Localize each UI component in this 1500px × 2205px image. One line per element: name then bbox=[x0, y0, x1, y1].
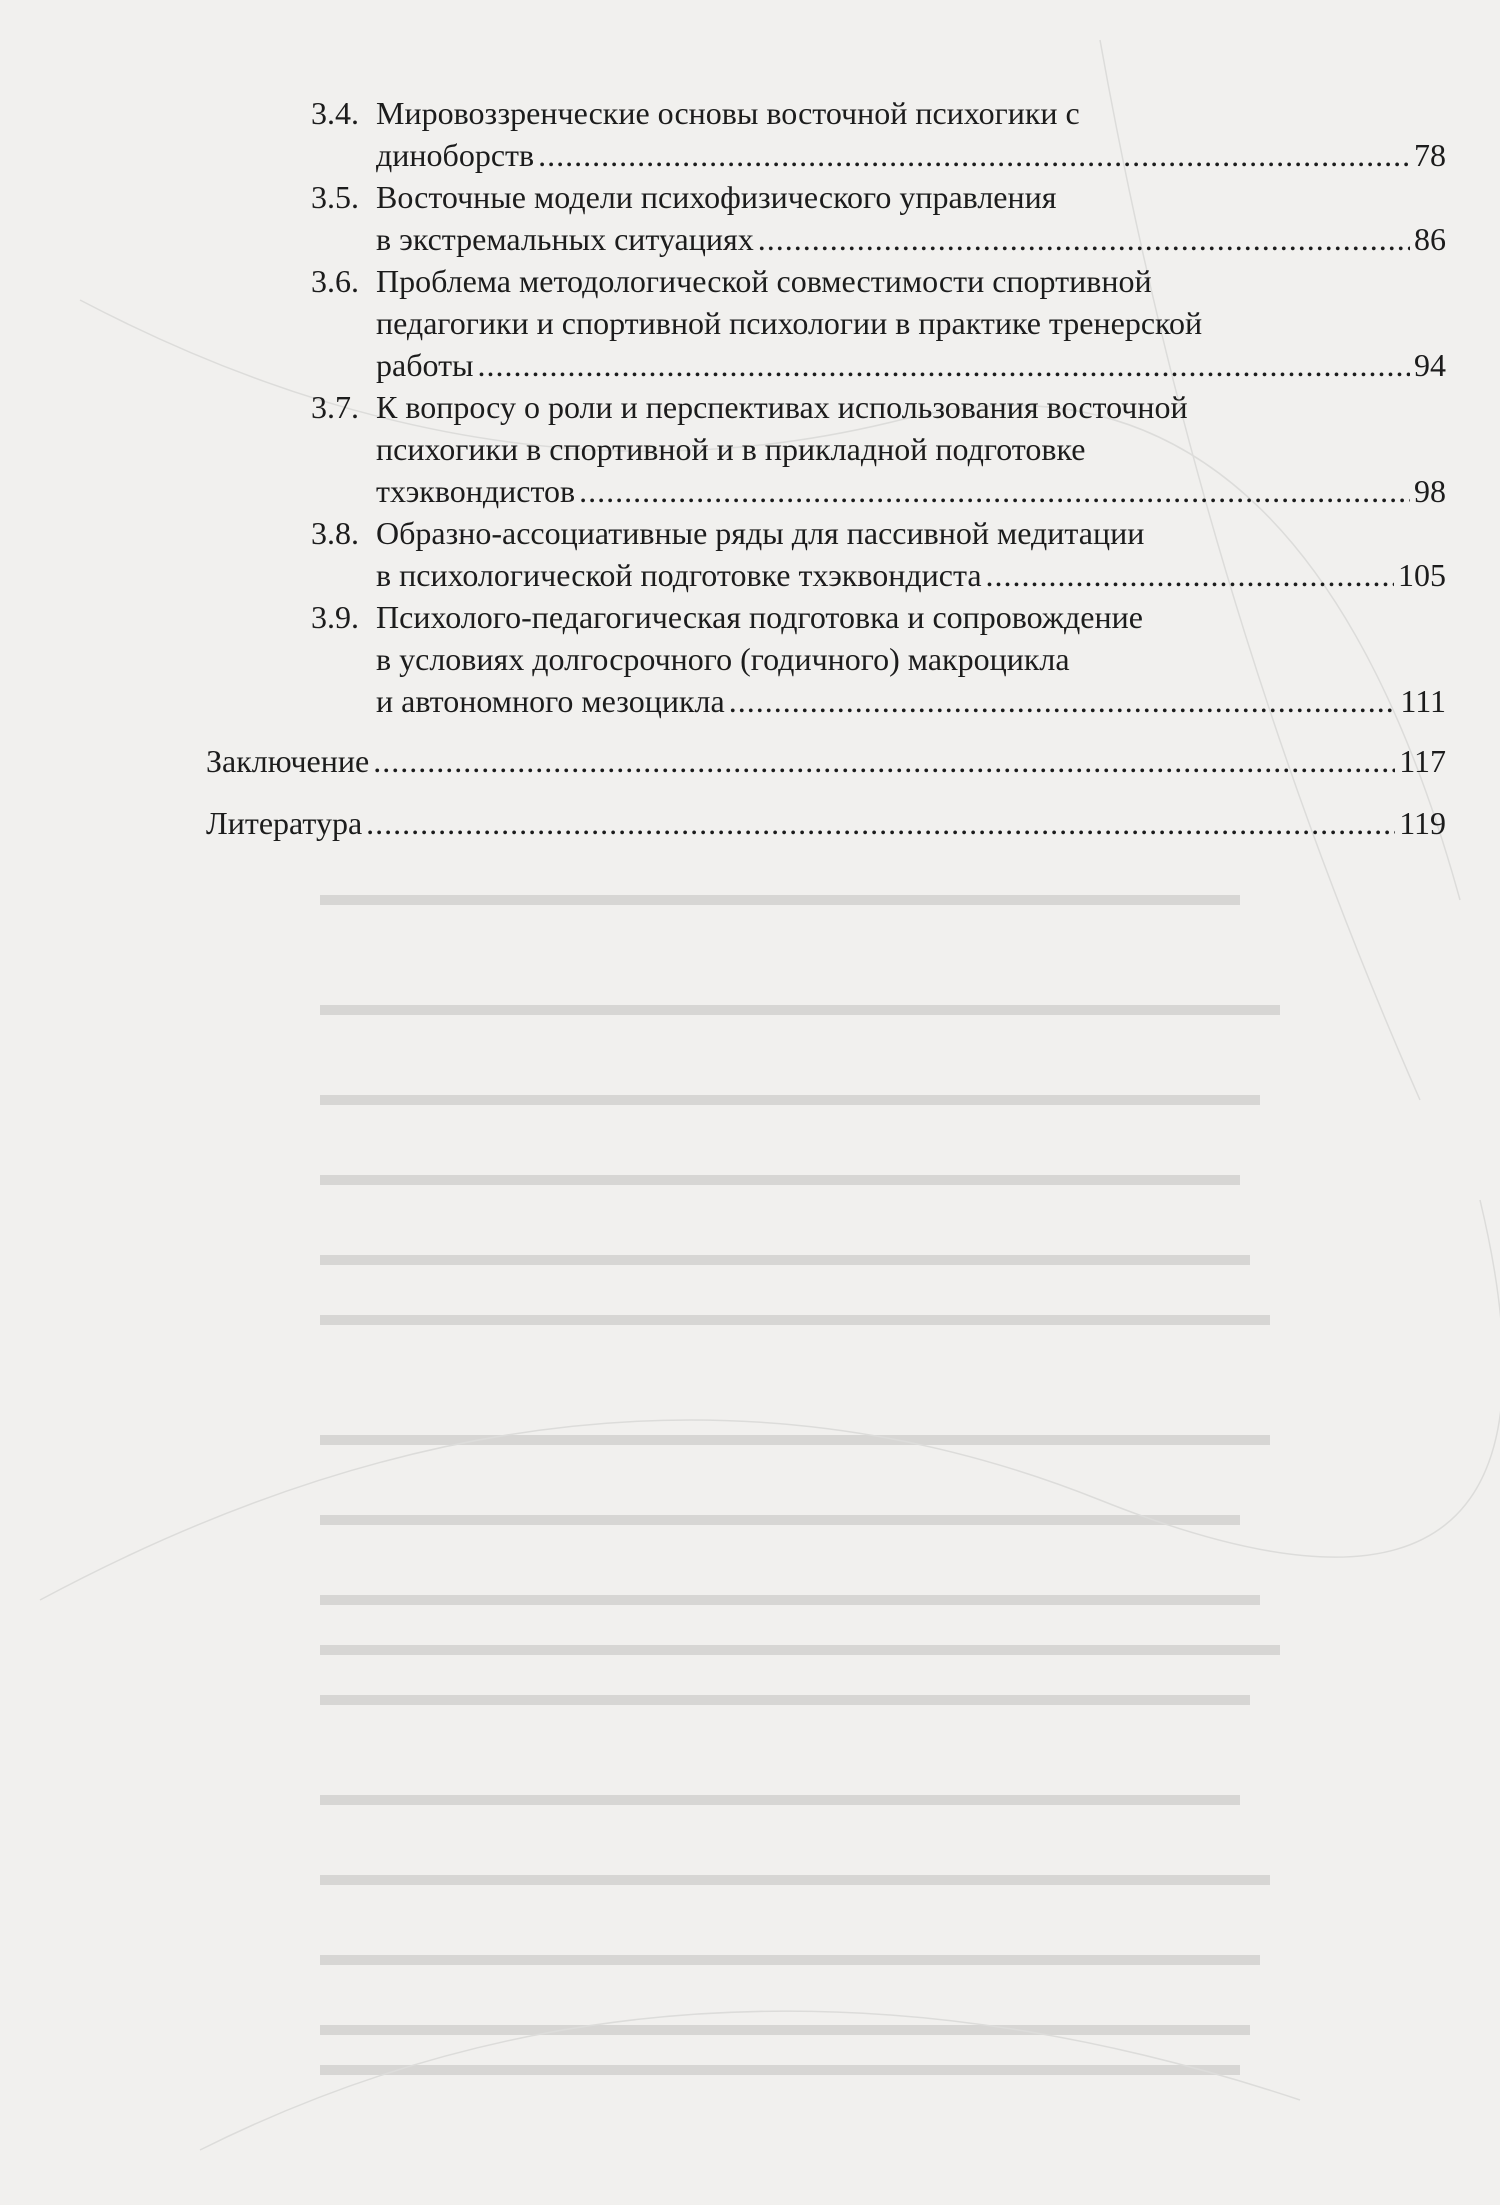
toc-entry bbox=[206, 386, 1446, 512]
toc-entry bbox=[206, 260, 1446, 386]
toc-entry-title-line: психогики в спортивной и в прикладной подготовке bbox=[376, 431, 1086, 467]
toc-entry-title-line: и автономного мезоцикла bbox=[376, 683, 725, 719]
toc-entry-title-line: К вопросу о роли и перспективах использования восточной bbox=[376, 389, 1188, 425]
toc-page-number: 111 bbox=[1400, 683, 1446, 719]
toc-entry-title-line: работы bbox=[376, 347, 474, 383]
toc-entry-number: 3.8. bbox=[311, 515, 359, 551]
table-of-contents bbox=[206, 92, 1446, 864]
dot-leader bbox=[478, 344, 1410, 386]
toc-entry bbox=[206, 596, 1446, 722]
toc-page-number: 117 bbox=[1399, 743, 1446, 779]
toc-entry bbox=[206, 512, 1446, 596]
toc-page-number: 94 bbox=[1414, 347, 1446, 383]
toc-entry-title-line: педагогики и спортивной психологии в практике тренерской bbox=[376, 305, 1203, 341]
toc-entry bbox=[206, 802, 1446, 844]
toc-entry-title-line: Психолого-педагогическая подготовка и сопровождение bbox=[376, 599, 1143, 635]
toc-entry bbox=[206, 176, 1446, 260]
dot-leader bbox=[373, 740, 1395, 782]
toc-entry-title-line: в экстремальных ситуациях bbox=[376, 221, 754, 257]
toc-entry-title: Литература bbox=[206, 805, 363, 841]
dot-leader bbox=[729, 680, 1397, 722]
toc-entry-number: 3.9. bbox=[311, 599, 359, 635]
toc-page-number: 78 bbox=[1414, 137, 1446, 173]
toc-page-number: 86 bbox=[1414, 221, 1446, 257]
toc-page-number: 98 bbox=[1414, 473, 1446, 509]
dot-leader bbox=[986, 554, 1394, 596]
dot-leader bbox=[758, 218, 1410, 260]
toc-entry-title-line: Образно-ассоциативные ряды для пассивной медитации bbox=[376, 515, 1145, 551]
toc-page-number: 119 bbox=[1399, 805, 1446, 841]
toc-entry-number: 3.7. bbox=[311, 389, 359, 425]
toc-entry-title-line: Проблема методологической совместимости спортивной bbox=[376, 263, 1152, 299]
toc-entry-title-line: в условиях долгосрочного (годичного) макроцикла bbox=[376, 641, 1070, 677]
toc-page-number: 105 bbox=[1398, 557, 1446, 593]
toc-entry-number: 3.5. bbox=[311, 179, 359, 215]
dot-leader bbox=[579, 470, 1410, 512]
toc-entry-title: Заключение bbox=[206, 743, 370, 779]
toc-entry-title-line: тхэквондистов bbox=[376, 473, 576, 509]
toc-entry bbox=[206, 740, 1446, 782]
toc-entry bbox=[206, 92, 1446, 176]
toc-entry-title-line: Восточные модели психофизического управления bbox=[376, 179, 1057, 215]
toc-entry-number: 3.4. bbox=[311, 95, 359, 131]
dot-leader bbox=[366, 802, 1395, 844]
toc-entry-number: 3.6. bbox=[311, 263, 359, 299]
toc-entry-title-line: Мировоззренческие основы восточной психогики с bbox=[376, 95, 1080, 131]
toc-entry-title-line: в психологической подготовке тхэквондиста bbox=[376, 557, 982, 593]
dot-leader bbox=[538, 134, 1410, 176]
toc-entry-title-line: динoборств bbox=[376, 137, 535, 173]
